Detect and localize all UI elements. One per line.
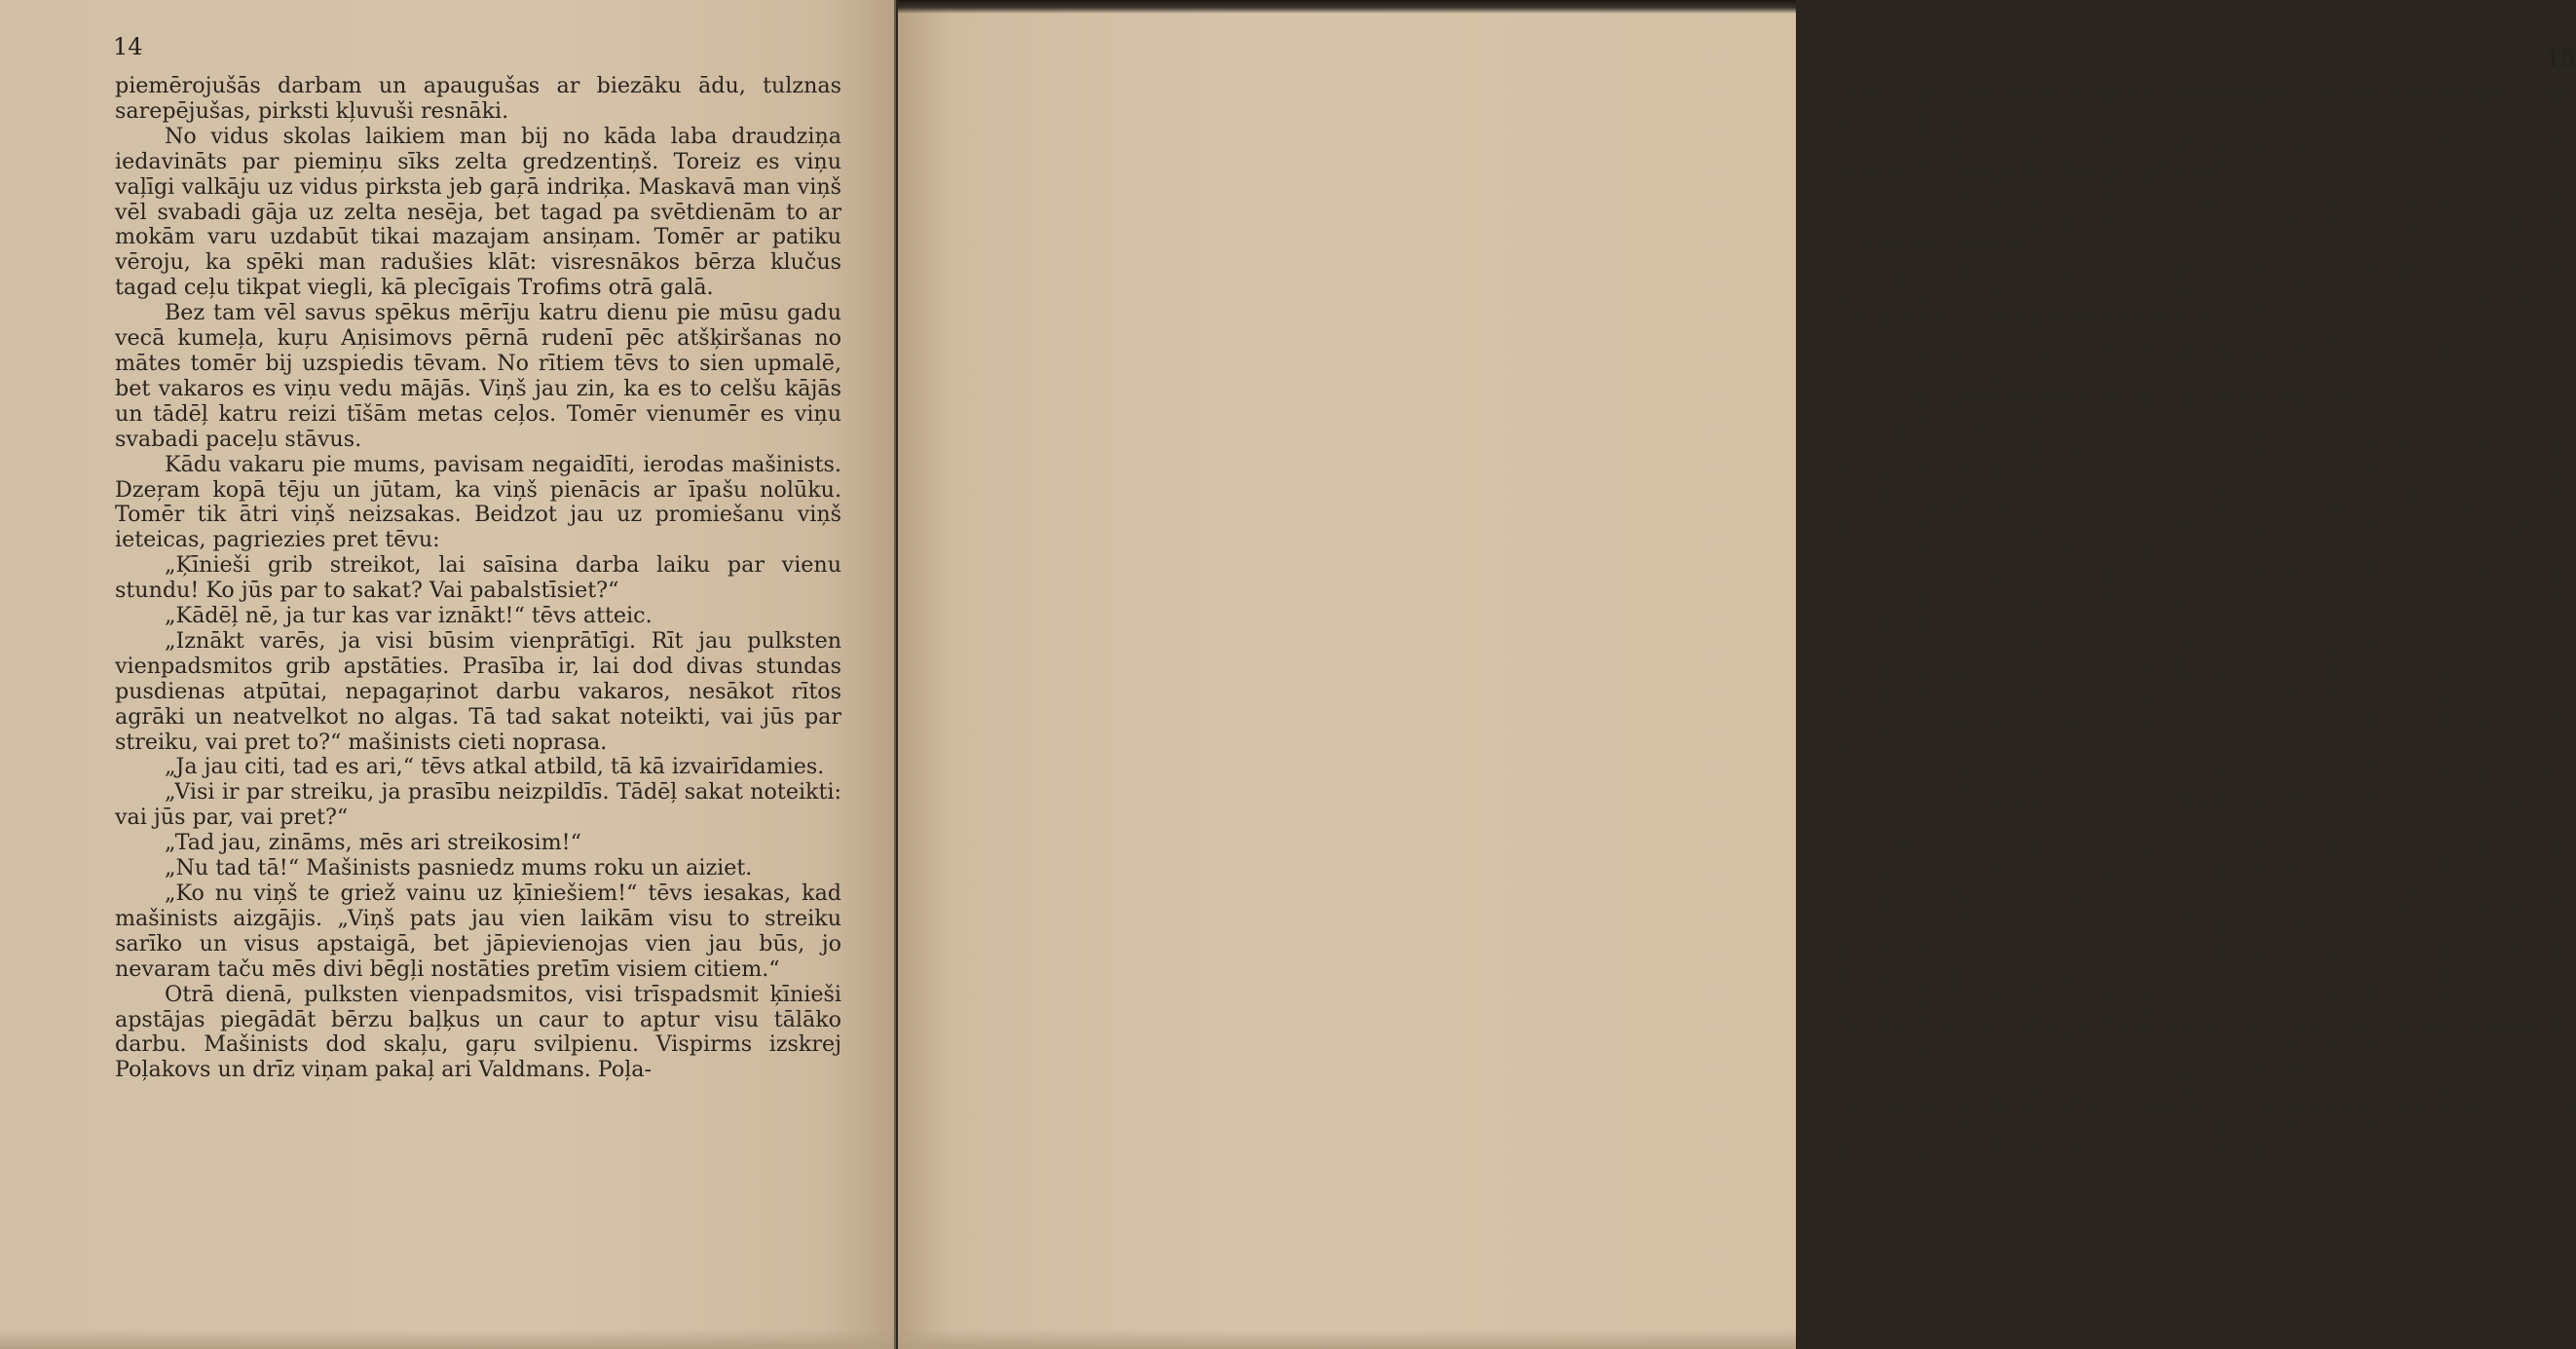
paragraph: „Iznākt varēs, ja visi būsim vienprātīgi. Rīt jau pulksten vienpadsmitos grib apstāties. Prasība ir, lai dod divas stundas pusdienas atpūtai, nepagaŗinot darbu vakaros, nesākot rītos agrāki un neatvelkot no algas. Tā tad sakat noteikti, vai jūs par streiku, vai pret to?“ mašinists cieti noprasa. — [115, 627, 841, 755]
paragraph: Ari mēs citi ejam pusdienā. Poļakovs un Valdmans ari aiziet uz ķīniešu šķūni un ilgi tur sarunājas ar četrpadsmito ķīnieti, kuŗš tekoši prot krieviski runāt. — [1847, 560, 2573, 636]
paragraph: „Ķīnieši apstājās padot baļķus tādēļ, ka darba laiks esot par gaŗu; viņi prāto to saīsināt par vienu stundu. Citi strādnieki ari tam piekrīt,“ mašinists paskaidro. — [1847, 259, 2573, 336]
paragraph: Bez tam vēl savus spēkus mērīju katru dienu pie mūsu gadu vecā kumeļa, kuŗu Aņisimovs pērnā rudenī pēc atšķiršanas no mātes tomēr bij uzspiedis tēvam. No rītiem tēvs to sien upmalē, bet vakaros es viņu vedu mājās. Viņš jau zin, ka es to celšu kājās un tādēļ katru reizi tīšām metas ceļos. Tomēr vienumēr es viņu svabadi paceļu stāvus. — [115, 300, 841, 452]
paragraph: „Visi ir par streiku, ja prasību neizpildīs. Tādēļ sakat noteikti: vai jūs par, vai pret?“ — [115, 779, 841, 831]
left-page — [0, 0, 896, 1349]
paragraph: Pulksten vienos atskan atkal parastais svilpiens, un mēs ejam raudzīt, kas nospriests. Mašinists paziņo, ka laiks netiekot saīsināts, bet kungs pieliekot katram strādniekam pusrubli dienā klāt, un ķīnieši esot ar mieru strādāt. Ari mēs stājamies pie darba. — [1847, 635, 2573, 762]
paragraph: „Mojā ņe rabotāi!“ — [1896, 410, 2102, 436]
left-page-number: 14 — [113, 33, 143, 60]
right-page-text — [1847, 86, 2573, 1162]
paragraph: Poļakovs tūlīņ sāk kratīt galvu, purināt rokas un saukt: — [1896, 335, 2498, 361]
paragraph: No vidus skolas laikiem man bij no kāda laba draudziņa iedavināts par piemiņu sīks zelta gredzentiņš. Toreiz es viņu vaļīgi valkāju uz vidus pirksta jeb gaŗā indriķa. Maskavā man viņš vēl svabadi gāja uz zelta nesēja, bet tagad pa svētdienām to ar mokām varu uzdabūt tikai mazajam ansiņam. Tomēr ar patiku vēroju, ka spēki man radušies klāt: visresnākos bērza klučus tagad ceļu tikpat viegli, kā plecīgais Trofims otrā galā. — [115, 123, 841, 301]
right-page-number: 15 — [2546, 45, 2576, 72]
paragraph: Svētdien gribu atdusēties pa karsto laiku un atveŗu logu. Bet tikko esmu iemidzis, kad žurka no loga ielec man ģīmī. Uztraukts uzraujos kājās un ar linijalu rokā metos pa lielo istabu žurkai pakaļ. Vairākas reizes viņa, iedzīta kaktā, pārlēc linijalam pāri un atkal aizšmauc. Beidzot iesitu tai pa degunu, un lielā sirmā žurka atveļas augšpēdus. Izsviežu to uz linijala gala ārā pa logu. — [1847, 836, 2573, 987]
paragraph: „Ķīnieši grib streikot, lai saīsina darba laiku par vienu stundu! Ko jūs par to sakat? Vai pabalstīsiet?“ — [115, 552, 841, 604]
paragraph: Mūsu māja ir taisni apsēsta no žurkām. Pagraba pamati un grīda ir pilnīgi no viņām sagrauzti. Bet apaļie sienu bērzu baļķi ar kabeniski sakrampētajiem pakšiem un cirvju apcirstajiem galiem ir jau simtiem gadu turējušies pretīm laika un ari žurku zobiem un turēsies vēl varbūt tikpat ilgi. Grīdas caurumus tēvs aizbēris un aismērējis smalkām stikla suķēm un tā aizsprostojis zārkam ceļu istabās. Nu viņas skrej gar pakšiem — [1847, 986, 2573, 1162]
paragraph: „Ņie, ņie, ņie!“ — [1896, 359, 2061, 386]
page-edge-shadow — [0, 1330, 894, 1349]
paragraph: „Kādēļ nē, ja tur kas var iznākt!“ tēvs atteic. — [165, 603, 653, 629]
left-page-text — [115, 74, 841, 1083]
paragraph: Daži ķīnieši iesaucas lauztā krievu valodā: — [1896, 385, 2360, 411]
paragraph: Mašinists atbild Poļakovam, ka ari viņš zinot, ka pulkstens tikai vienpadsmit, bet zāģiem nebijis darba, tādēļ viņš apturējis un devis zignalu. — [1847, 184, 2573, 261]
paragraph: „Ja jau citi, tad es ari,“ tēvs atkal atbild, tā kā izvairīdamies. — [165, 754, 825, 780]
paragraph: „Ko nu viņš te griež vainu uz ķīniešiem!“ tēvs iesakas, kad mašinists aizgājis. „Viņš pats jau vien laikām visu to streiku sarīko un visus apstaigā, bet jāpievienojas vien jau būs, jo nevaram taču mēs divi bēgļi nostāties pretīm visiem citiem.“ — [115, 881, 841, 982]
page-edge-shadow — [898, 1330, 1796, 1349]
paragraph: Kādu vakaru pie mums, pavisam negaidīti, ierodas mašinists. Dzeŗam kopā tēju un jūtam, ka viņš pienācis ar īpašu nolūku. Tomēr tik ātri viņš neizsakas. Beidzot jau uz promiešanu viņš ieteicas, pagriezies pret tēvu: — [115, 451, 841, 553]
right-page — [898, 0, 2576, 1349]
paragraph: Otrā dienā, pulksten vienpadsmitos, visi trīspadsmit ķīnieši apstājas piegādāt bērzu baļķus un caur to aptur visu tālāko darbu. Mašinists dod skaļu, gaŗu svilpienu. Vispirms izskrej Poļakovs un drīz viņam pakaļ ari Valdmans. Poļa- — [115, 981, 841, 1083]
paragraph: Bij pienākuši pie lokomobīles visi trīspadsmit ķīnieši, skrēja šurpu no šķūņa ari četrpadsmitais. — [1847, 134, 2573, 186]
scan-top-edge — [898, 0, 1796, 14]
paragraph: Un visi trīspadsmit iet uz šķūņi. Ari četrpadsmitais iet sarunādamies līdzi, bet nenāk runāt ar Poļakovu, kā parasti. Izrādas, ka viņiem rīsu zupa ari jau gatava, jo visi tūliņ nosēžas ap pusdienu galdu un sāk rīkoties saviem irbuļiem. Tā tad ari viņu vadonis bijis par streiku. — [1847, 434, 2573, 561]
paragraph: „Nu tad tā!“ Mašinists pasniedz mums roku un aiziet. — [165, 855, 753, 881]
paragraph: piemērojušās darbam un apaugušas ar biezāku ādu, tulznas sarepējušas, pirksti kļuvuši resnāki. — [115, 73, 841, 124]
paragraph: Tēvs bij ļoti apmierināts un teica, ka ķīnieši esot vareni zēni: trīspadsmit rubļus mēnesī iebeŗot katram kabatā ne par šo, ne par to. — [1847, 760, 2573, 837]
paragraph: „Tad jau, zināms, mēs ari streikosim!“ — [165, 830, 581, 856]
paragraph: kovs jau pa gabalu sauc mašinistam, ka pulkstens vēl tikai vienpadsmit. — [1847, 85, 2573, 135]
